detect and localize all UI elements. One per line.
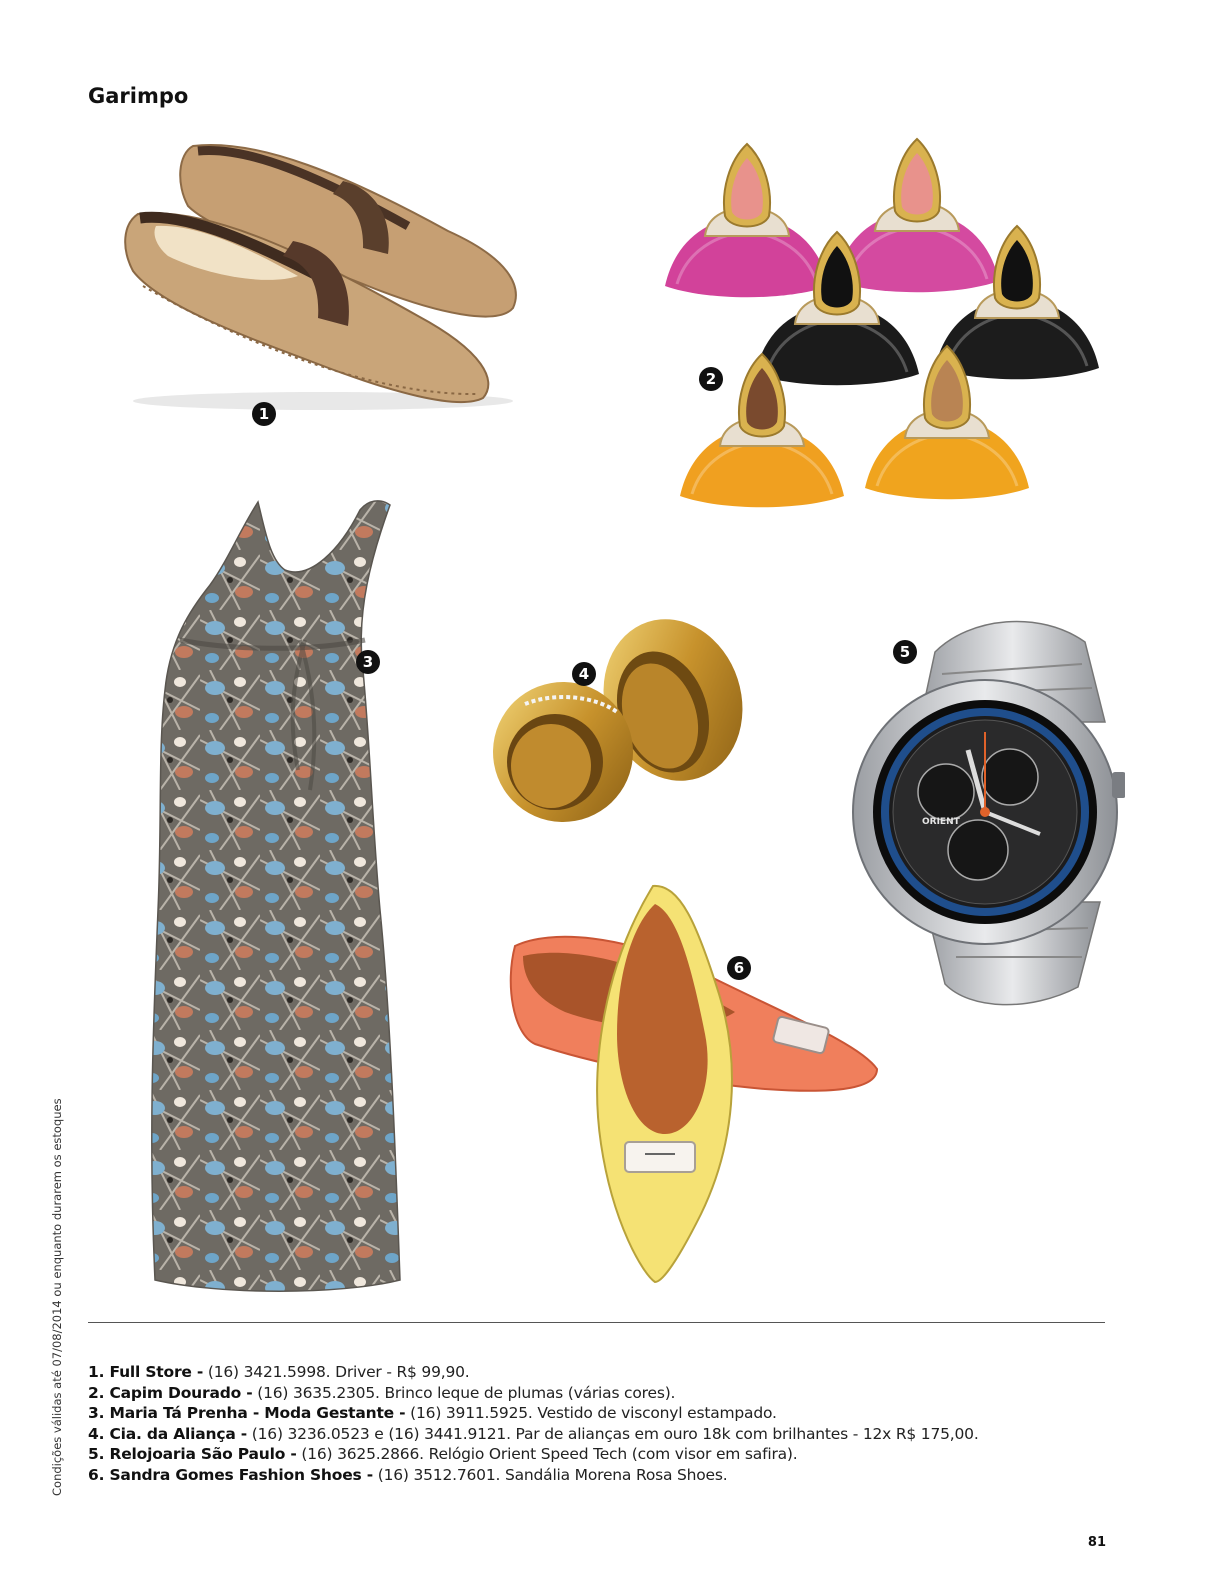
page-number: 81 <box>1087 1535 1106 1550</box>
watch-brand-text: ORIENT <box>922 817 960 827</box>
credit-item <box>88 1362 979 1383</box>
gold-wedding-rings-image <box>485 612 757 840</box>
credit-details: (16) 3625.2866. Relógio Orient Speed Tech (com visor em safira). <box>296 1445 798 1463</box>
maternity-dress-image <box>140 490 405 1300</box>
chronograph-watch-image <box>850 612 1125 1012</box>
pointed-flat-shoes-image <box>505 884 885 1284</box>
product-number-4: 4 <box>572 662 596 686</box>
credit-shop: 4. Cia. da Aliança - <box>88 1424 248 1443</box>
product-number-2: 2 <box>699 367 723 391</box>
credit-details: (16) 3911.5925. Vestido de visconyl estampado. <box>405 1404 777 1422</box>
credit-item <box>88 1403 979 1424</box>
section-title: Garimpo <box>88 84 189 108</box>
divider <box>88 1322 1105 1323</box>
credit-shop: 6. Sandra Gomes Fashion Shoes - <box>88 1465 373 1484</box>
credit-item <box>88 1444 979 1465</box>
validity-side-note: Condições válidas até 07/08/2014 ou enquanto durarem os estoques <box>50 1098 64 1496</box>
credit-item <box>88 1424 979 1445</box>
product-number-5: 5 <box>893 640 917 664</box>
credit-details: (16) 3421.5998. Driver - R$ 99,90. <box>203 1363 470 1381</box>
product-number-6: 6 <box>727 956 751 980</box>
credit-details: (16) 3512.7601. Sandália Morena Rosa Shoes. <box>373 1465 728 1484</box>
product-number-1: 1 <box>252 402 276 426</box>
feather-fan-earrings-image <box>662 126 1112 514</box>
credit-shop: 5. Relojoaria São Paulo - <box>88 1445 297 1463</box>
credit-shop: 2. Capim Dourado - <box>88 1383 253 1402</box>
credit-details: (16) 3635.2305. Brinco leque de plumas (várias cores). <box>252 1383 676 1402</box>
loafer-shoes-image <box>118 136 528 416</box>
credit-item <box>88 1465 979 1486</box>
credit-shop: 3. Maria Tá Prenha - Moda Gestante - <box>88 1404 406 1422</box>
credit-details: (16) 3236.0523 e (16) 3441.9121. Par de alianças em ouro 18k com brilhantes - 12x R$ 175,00. <box>247 1424 979 1443</box>
credit-item <box>88 1383 979 1404</box>
credit-shop: 1. Full Store - <box>88 1363 204 1381</box>
product-number-3: 3 <box>356 650 380 674</box>
product-credits-list <box>88 1362 979 1485</box>
